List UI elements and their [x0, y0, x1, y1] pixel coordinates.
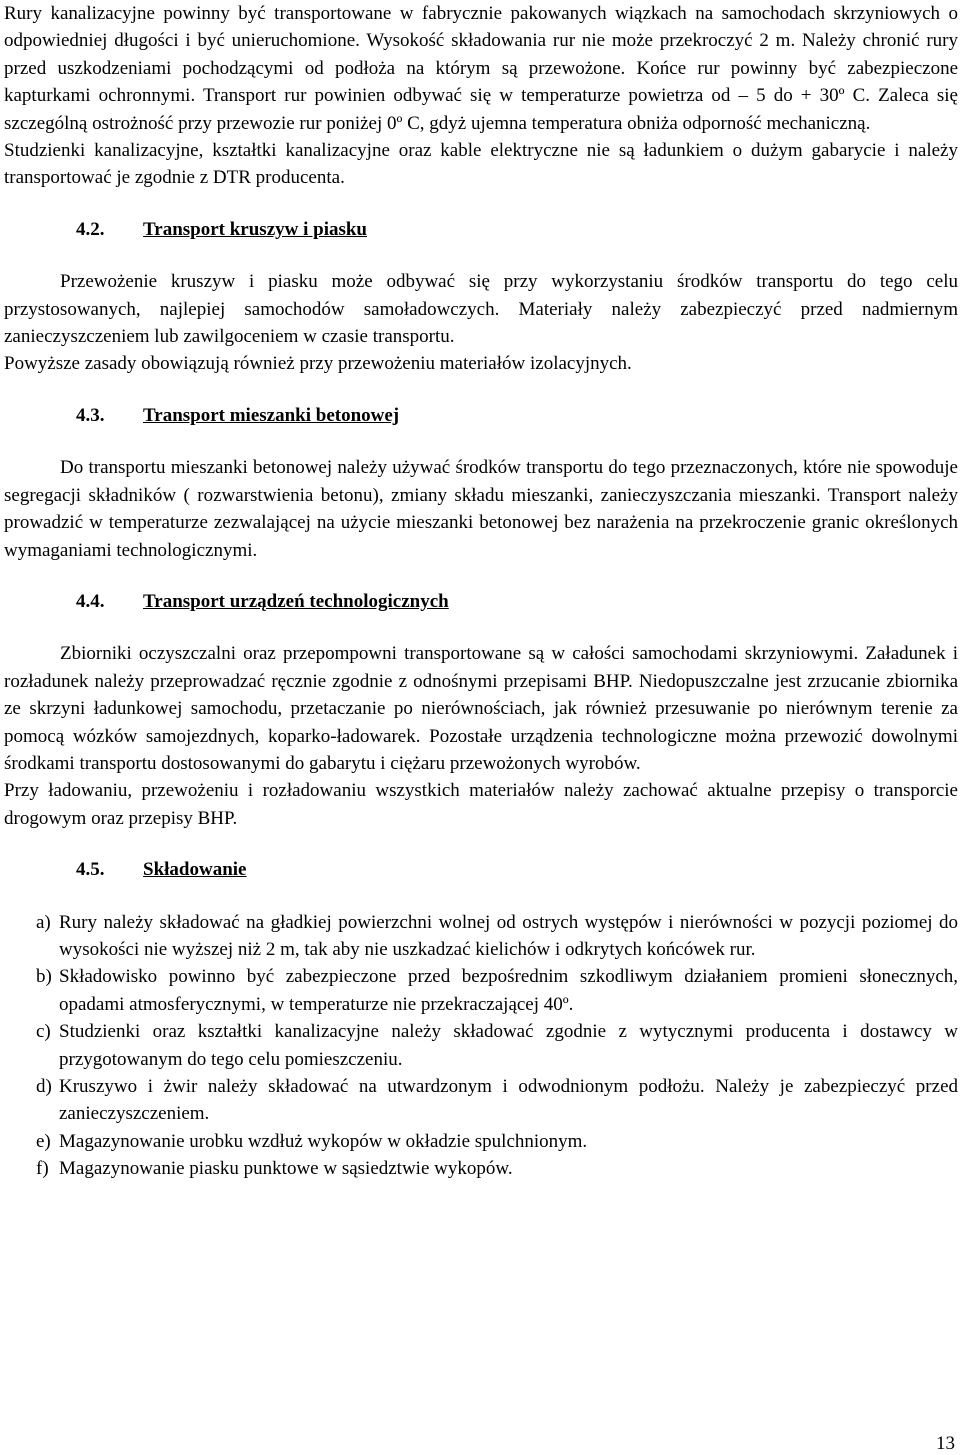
list-item: [4, 909, 958, 964]
document-page: [4, 0, 958, 1183]
list-item-label: c): [36, 1021, 51, 1043]
list-item: [4, 1155, 958, 1182]
section-4-4-paragraph-1: Zbiorniki oczyszczalni oraz przepompowni transportowane są w całości samochodami skrzyniowymi. Załadunek i rozładunek należy przeprowadzać ręcznie zgodnie z odnośnymi przepisami BHP. Niedopuszczalne jest zrzucanie zbiornika ze skrzyni ładunkowej samochodu, przetaczanie po nierównościach, jak również przesuwanie po nierównym terenie za pomocą wózków samojezdnych, koparko-ładowarek. Pozostałe urządzenia technologiczne można przewozić dowolnymi środkami transportu dostosowanymi do gabarytu i ciężaru przewożonych wyrobów.: [4, 643, 958, 774]
list-item: [4, 1073, 958, 1128]
list-item-label: a): [36, 911, 51, 933]
section-4-4-heading: [4, 588, 958, 615]
list-item-label: f): [36, 1158, 49, 1180]
section-4-3-heading: [4, 402, 958, 429]
section-number: 4.2.: [76, 218, 105, 240]
list-item-text: Magazynowanie piasku punktowe w sąsiedztwie wykopów.: [59, 1158, 513, 1180]
intro-paragraph-1: Rury kanalizacyjne powinny być transportowane w fabrycznie pakowanych wiązkach na samochodach skrzyniowych o odpowiedniej długości i być unieruchomione. Wysokość składowania rur nie może przekroczyć 2 m. Należy chronić rury przed uszkodzeniami pochodzącymi od podłoża na którym są przewożone. Końce rur powinny być zabezpieczone kapturkami ochronnymi. Transport rur powinien odbywać się w temperaturze powietrza od – 5 do + 30º C. Zaleca się szczególną ostrożność przy przewozie rur poniżej 0º C, gdyż ujemna temperatura obniża odporność mechaniczną.: [4, 3, 958, 134]
section-title: Transport urządzeń technologicznych: [143, 590, 449, 612]
list-item-text: Studzienki oraz kształtki kanalizacyjne należy składować zgodnie z wytycznymi producenta i dostawcy w przygotowanym do tego celu pomieszczeniu.: [59, 1021, 958, 1070]
list-item-text: Kruszywo i żwir należy składować na utwardzonym i odwodnionym podłożu. Należy je zabezpieczyć przed zanieczyszczeniem.: [59, 1076, 958, 1125]
section-title: Transport mieszanki betonowej: [143, 404, 400, 426]
section-number: 4.4.: [76, 590, 105, 612]
list-item-label: e): [36, 1130, 51, 1152]
intro-paragraph-2: Studzienki kanalizacyjne, kształtki kanalizacyjne oraz kable elektryczne nie są ładunkiem o dużym gabarycie i należy transportować je zgodnie z DTR producenta.: [4, 140, 958, 189]
section-4-2-heading: [4, 216, 958, 243]
section-4-2-paragraph-1: Przewożenie kruszyw i piasku może odbywać się przy wykorzystaniu środków transportu do tego celu przystosowanych, najlepiej samochodów samoładowczych. Materiały należy zabezpieczyć przed nadmiernym zanieczyszczeniem lub zawilgoceniem w czasie transportu.: [4, 271, 958, 348]
section-number: 4.3.: [76, 404, 105, 426]
section-title: Składowanie: [143, 859, 247, 881]
section-4-5-heading: [4, 856, 958, 883]
list-item: [4, 1128, 958, 1155]
section-4-4-paragraph-2: Przy ładowaniu, przewożeniu i rozładowaniu wszystkich materiałów należy zachować aktualne przepisy o transporcie drogowym oraz przepisy BHP.: [4, 780, 958, 829]
list-item-label: b): [36, 966, 52, 988]
list-item-text: Magazynowanie urobku wzdłuż wykopów w okładzie spulchnionym.: [59, 1130, 588, 1152]
list-item-label: d): [36, 1076, 52, 1097]
section-4-2-paragraph-2: Powyższe zasady obowiązują również przy przewożeniu materiałów izolacyjnych.: [4, 353, 632, 375]
section-title: Transport kruszyw i piasku: [143, 218, 368, 240]
section-number: 4.5.: [76, 859, 105, 881]
list-item: [4, 963, 958, 1018]
list-item: [4, 1018, 958, 1073]
list-item-text: Składowisko powinno być zabezpieczone przed bezpośrednim szkodliwym działaniem promieni słonecznych, opadami atmosferycznymi, w temperaturze nie przekraczającej 40º.: [59, 966, 958, 1015]
page-number: 13: [936, 1433, 955, 1454]
storage-list: [4, 909, 958, 1183]
section-4-3-paragraph-1: Do transportu mieszanki betonowej należy używać środków transportu do tego przeznaczonych, które nie spowoduje segregacji składników ( rozwarstwienia betonu), zmiany składu mieszanki, zanieczyszczania mieszanki. Transport należy prowadzić w temperaturze zezwalającej na użycie mieszanki betonowej bez narażenia na przekroczenie granic określonych wymaganiami technologicznymi.: [4, 457, 958, 561]
list-item-text: Rury należy składować na gładkiej powierzchni wolnej od ostrych występów i nierówności w pozycji poziomej do wysokości nie wyższej niż 2 m, tak aby nie uszkadzać kielichów i odkrytych końcówek rur.: [59, 911, 958, 960]
